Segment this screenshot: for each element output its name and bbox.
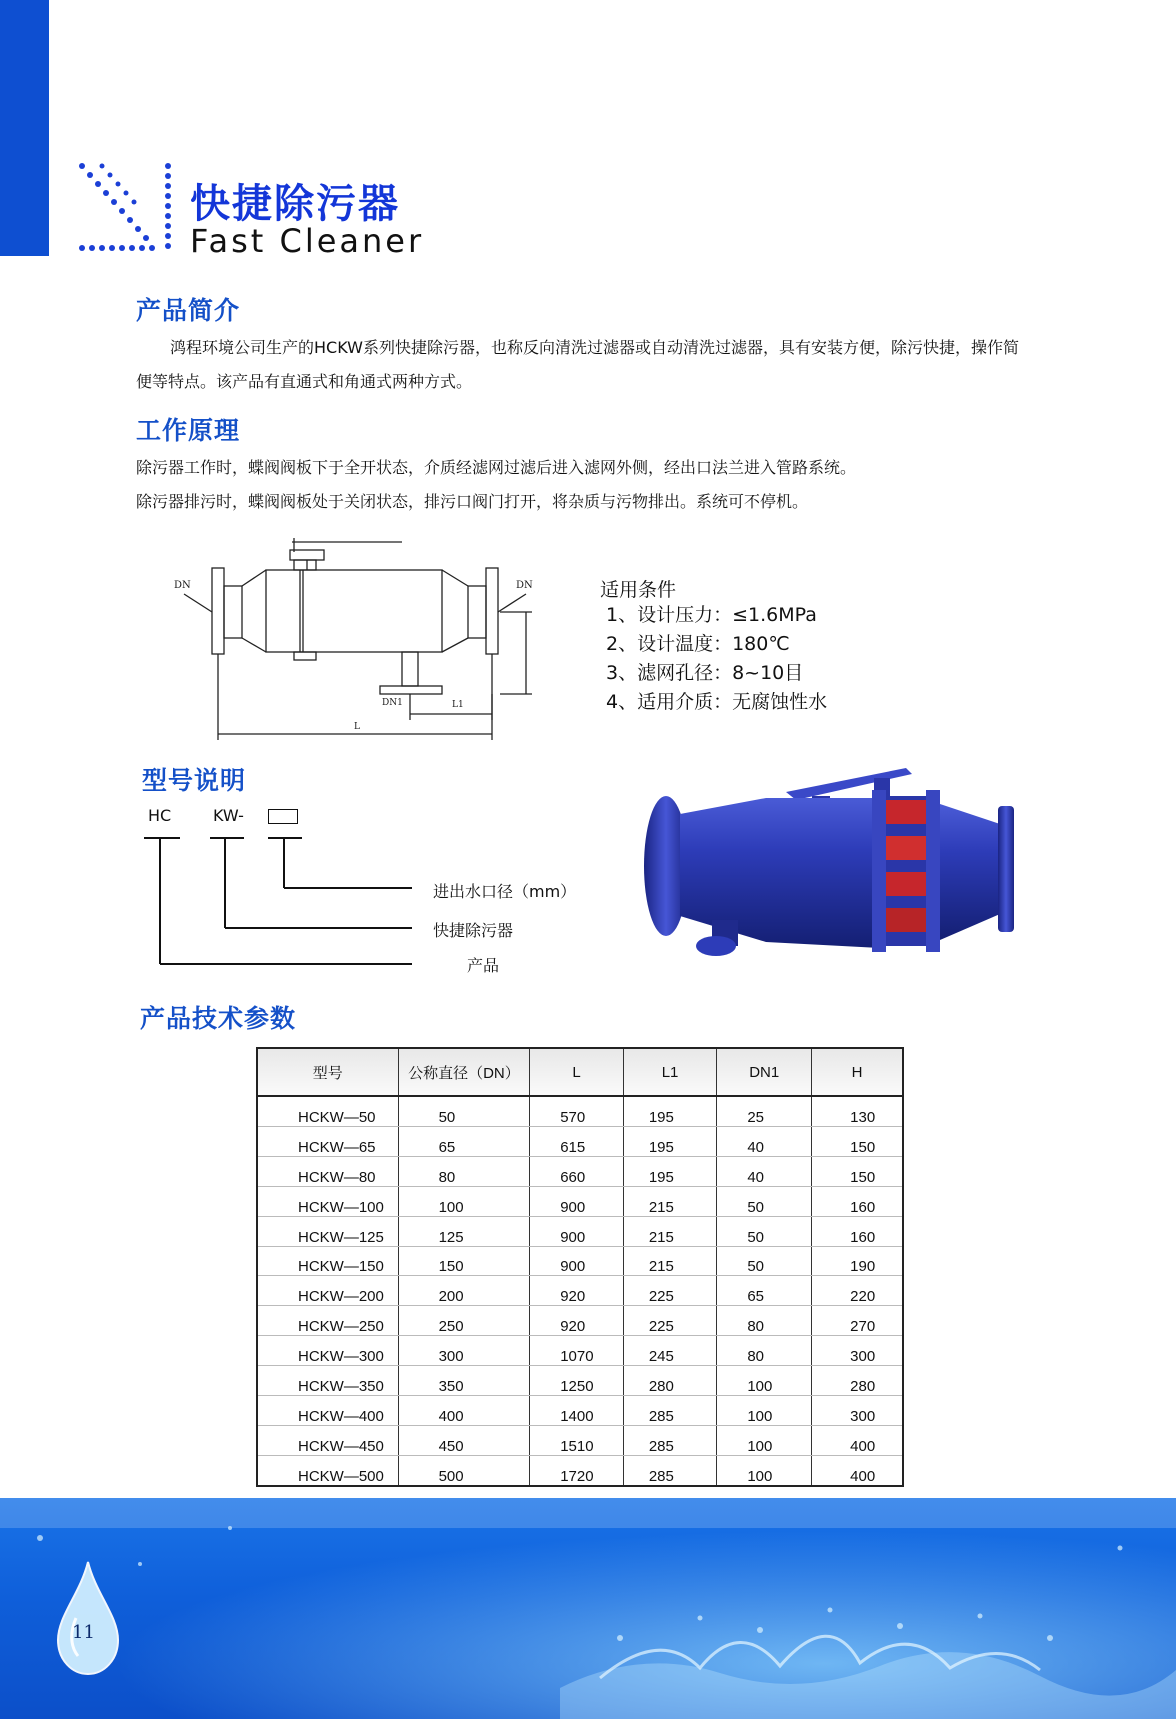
side-accent-bar (0, 0, 49, 256)
table-row (257, 1396, 903, 1426)
cell: 400 (812, 1426, 903, 1456)
cell: 400 (398, 1396, 530, 1426)
table-row (257, 1455, 903, 1486)
cell: 400 (812, 1455, 903, 1486)
cell: 220 (812, 1276, 903, 1306)
cell: 570 (530, 1096, 624, 1126)
cell: 80 (717, 1306, 812, 1336)
table-row (257, 1246, 903, 1276)
principle-line-1: 除污器工作时，蝶阀阀板下于全开状态，介质经滤网过滤后进入滤网外侧，经出口法兰进入管路系统。 (136, 458, 857, 477)
page-title-en: Fast Cleaner (190, 222, 425, 260)
cell: 195 (623, 1126, 717, 1156)
product-photo (636, 756, 1036, 976)
cell: 300 (398, 1336, 530, 1366)
condition-item: 1、设计压力：≤1.6MPa (606, 604, 817, 626)
col-header-dn1: DN1 (717, 1048, 812, 1096)
cell: 1070 (530, 1336, 624, 1366)
cell: 615 (530, 1126, 624, 1156)
cell: 1510 (530, 1426, 624, 1456)
cell: 100 (717, 1455, 812, 1486)
cell: 285 (623, 1455, 717, 1486)
cell: HCKW—100 (257, 1186, 398, 1216)
cell: 80 (717, 1336, 812, 1366)
table-header-row (257, 1048, 903, 1096)
specs-heading: 产品技术参数 (140, 1004, 297, 1033)
cell: 150 (398, 1246, 530, 1276)
cell: HCKW—400 (257, 1396, 398, 1426)
cell: 190 (812, 1246, 903, 1276)
cell: 245 (623, 1336, 717, 1366)
cell: 1720 (530, 1455, 624, 1486)
cell: 450 (398, 1426, 530, 1456)
cell: 160 (812, 1216, 903, 1246)
cell: HCKW—65 (257, 1126, 398, 1156)
table-row (257, 1126, 903, 1156)
condition-item: 2、设计温度：180℃ (606, 633, 790, 655)
table-row (257, 1366, 903, 1396)
cell: 660 (530, 1156, 624, 1186)
cell: 40 (717, 1156, 812, 1186)
drawing-dn-right: DN (516, 580, 533, 591)
cell: 900 (530, 1186, 624, 1216)
page-number: 11 (72, 1622, 95, 1643)
cell: 280 (623, 1366, 717, 1396)
specs-table (256, 1047, 904, 1487)
cell: 150 (812, 1156, 903, 1186)
table-row (257, 1216, 903, 1246)
cell: 100 (398, 1186, 530, 1216)
dotted-triangle-logo-icon (78, 160, 174, 256)
cell: 195 (623, 1156, 717, 1186)
intro-line-1: 鸿程环境公司生产的HCKW系列快捷除污器，也称反向清洗过滤器或自动清洗过滤器，具有安装方便，除污快捷，操作简 (170, 338, 1019, 357)
technical-drawing (170, 530, 550, 740)
intro-heading: 产品简介 (136, 296, 241, 325)
cell: 920 (530, 1306, 624, 1336)
cell: 1250 (530, 1366, 624, 1396)
cell: 100 (717, 1426, 812, 1456)
cell: 215 (623, 1186, 717, 1216)
page-title-cn: 快捷除污器 (190, 181, 400, 227)
cell: 215 (623, 1216, 717, 1246)
cell: 225 (623, 1306, 717, 1336)
conditions-list (606, 601, 827, 717)
condition-item: 3、滤网孔径：8~10目 (606, 662, 804, 684)
intro-line-2: 便等特点。该产品有直通式和角通式两种方式。 (136, 372, 473, 391)
principle-heading: 工作原理 (136, 416, 241, 445)
cell: 40 (717, 1126, 812, 1156)
drawing-dn-left: DN (174, 580, 191, 591)
model-code-hc: HC (148, 806, 172, 825)
cell: 270 (812, 1306, 903, 1336)
cell: 150 (812, 1126, 903, 1156)
cell: 50 (717, 1216, 812, 1246)
cell: HCKW—50 (257, 1096, 398, 1126)
cell: HCKW—80 (257, 1156, 398, 1186)
cell: 900 (530, 1246, 624, 1276)
cell: 130 (812, 1096, 903, 1126)
cell: 350 (398, 1366, 530, 1396)
col-header-l: L (530, 1048, 624, 1096)
model-label-cleaner: 快捷除污器 (433, 921, 514, 940)
cell: 100 (717, 1396, 812, 1426)
table-row (257, 1186, 903, 1216)
cell: 300 (812, 1396, 903, 1426)
cell: 300 (812, 1336, 903, 1366)
cell: 1400 (530, 1396, 624, 1426)
model-label-product: 产品 (467, 956, 500, 975)
cell: HCKW—350 (257, 1366, 398, 1396)
table-row (257, 1096, 903, 1126)
cell: 285 (623, 1396, 717, 1426)
water-splash-icon (0, 1498, 1176, 1719)
cell: 250 (398, 1306, 530, 1336)
cell: 50 (717, 1246, 812, 1276)
cell: 25 (717, 1096, 812, 1126)
cell: 920 (530, 1276, 624, 1306)
table-row (257, 1426, 903, 1456)
condition-item: 4、适用介质：无腐蚀性水 (606, 691, 828, 713)
cell: 285 (623, 1426, 717, 1456)
cell: 500 (398, 1455, 530, 1486)
drawing-l1: L1 (452, 700, 464, 710)
drawing-dn1: DN1 (382, 698, 403, 708)
cell: 215 (623, 1246, 717, 1276)
cell: HCKW—200 (257, 1276, 398, 1306)
cell: 160 (812, 1186, 903, 1216)
cell: 200 (398, 1276, 530, 1306)
model-code-box (268, 809, 298, 824)
drawing-l: L (354, 722, 360, 732)
col-header-l1: L1 (623, 1048, 717, 1096)
cell: HCKW—500 (257, 1455, 398, 1486)
cell: HCKW—250 (257, 1306, 398, 1336)
model-code-lines (140, 830, 440, 970)
cell: 80 (398, 1156, 530, 1186)
col-header-model: 型号 (257, 1048, 398, 1096)
model-code-kw: KW- (213, 806, 244, 825)
cell: 900 (530, 1216, 624, 1246)
cell: HCKW—450 (257, 1426, 398, 1456)
cell: 50 (717, 1186, 812, 1216)
footer-water-banner (0, 1498, 1176, 1719)
model-label-diameter: 进出水口径（mm） (433, 882, 577, 901)
col-header-dn: 公称直径（DN） (398, 1048, 530, 1096)
cell: HCKW—300 (257, 1336, 398, 1366)
cell: 50 (398, 1096, 530, 1126)
cell: HCKW—150 (257, 1246, 398, 1276)
cell: 225 (623, 1276, 717, 1306)
cell: 280 (812, 1366, 903, 1396)
model-heading: 型号说明 (142, 766, 247, 795)
cell: 65 (398, 1126, 530, 1156)
table-row (257, 1336, 903, 1366)
table-row (257, 1306, 903, 1336)
cell: 195 (623, 1096, 717, 1126)
cell: 125 (398, 1216, 530, 1246)
principle-line-2: 除污器排污时，蝶阀阀板处于关闭状态，排污口阀门打开，将杂质与污物排出。系统可不停机。 (136, 492, 809, 511)
cell: HCKW—125 (257, 1216, 398, 1246)
table-row (257, 1276, 903, 1306)
conditions-title: 适用条件 (600, 579, 677, 601)
col-header-h: H (812, 1048, 903, 1096)
cell: 65 (717, 1276, 812, 1306)
cell: 100 (717, 1366, 812, 1396)
table-row (257, 1156, 903, 1186)
